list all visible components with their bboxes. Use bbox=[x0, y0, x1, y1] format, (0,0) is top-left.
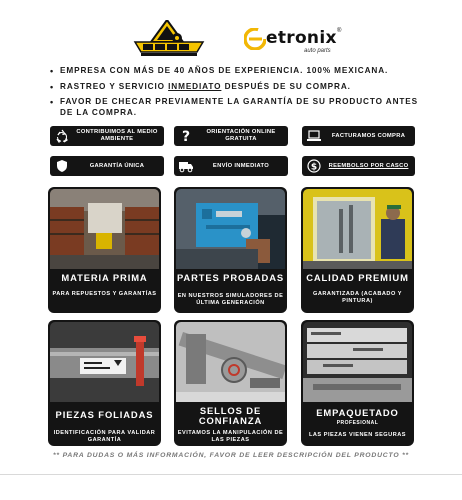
card-subtitle: GARANTIZADA (ACABADO Y PINTURA) bbox=[313, 291, 402, 304]
card-subtitle: IDENTIFICACIÓN PARA VALIDAR GARANTÍA bbox=[53, 430, 156, 443]
etronix-e-icon bbox=[244, 28, 266, 50]
bullet-text-after: DESPUÉS DE SU COMPRA. bbox=[221, 81, 351, 91]
bullet-text-before: RASTREO Y SERVICIO bbox=[60, 81, 169, 91]
etronix-name: etronix bbox=[266, 28, 337, 48]
bullet-dot: • bbox=[50, 66, 55, 76]
svg-text:?: ? bbox=[181, 129, 191, 143]
feature-environment bbox=[50, 126, 164, 146]
feature-label: CONTRIBUIMOS AL MEDIO AMBIENTE bbox=[76, 129, 158, 142]
card-premium-quality bbox=[301, 187, 414, 313]
bullet-experience bbox=[50, 66, 430, 77]
card-subtitle: PARA REPUESTOS Y GARANTÍAS bbox=[52, 291, 157, 297]
feature-invoice bbox=[302, 126, 415, 146]
feature-label: FACTURAMOS COMPRA bbox=[331, 132, 406, 139]
feature-label bbox=[322, 163, 415, 170]
card-title: SELLOS DE CONFIANZA bbox=[198, 405, 263, 426]
svg-text:$: $ bbox=[310, 162, 318, 173]
bullet-text-underlined: INMEDIATO bbox=[168, 81, 222, 91]
sealed-part-photo bbox=[176, 322, 285, 402]
feature-label: ORIENTACIÓN ONLINE GRATUITA bbox=[206, 129, 276, 142]
card-title: MATERIA PRIMA bbox=[61, 272, 148, 283]
feature-label-underlined: REEMBOLSO POR CASCO bbox=[328, 162, 409, 169]
packaged-boxes-photo bbox=[303, 322, 412, 402]
card-tested-parts bbox=[174, 187, 287, 313]
card-numbered-parts bbox=[48, 320, 161, 446]
brand-logos bbox=[0, 18, 462, 62]
bullet-tracking bbox=[50, 82, 430, 93]
card-packaging bbox=[301, 320, 414, 446]
simulator-photo bbox=[176, 189, 285, 269]
bullet-dot: • bbox=[50, 97, 55, 107]
laptop-icon bbox=[306, 128, 322, 144]
footer-note: ** PARA DUDAS O MÁS INFORMACIÓN, FAVOR DE LEER DESCRIPCIÓN DEL PRODUCTO ** bbox=[52, 452, 410, 459]
bullet-warranty bbox=[50, 97, 430, 118]
card-subtitle: EVITAMOS LA MANIPULACIÓN DE LAS PIEZAS bbox=[177, 430, 284, 443]
feature-warranty bbox=[50, 156, 164, 176]
info-bullets bbox=[50, 66, 430, 123]
card-title-small: PROFESIONAL bbox=[336, 420, 379, 426]
feature-refund bbox=[302, 156, 415, 176]
rock-brand-logo-icon bbox=[133, 20, 205, 58]
etronix-tagline: auto parts bbox=[304, 48, 331, 54]
feature-shipping bbox=[174, 156, 288, 176]
feature-orientation bbox=[174, 126, 288, 146]
shield-icon bbox=[54, 158, 70, 174]
bullet-text bbox=[60, 82, 351, 93]
part-label-photo bbox=[50, 322, 159, 402]
paint-booth-photo bbox=[303, 189, 412, 269]
rock-logo bbox=[133, 20, 205, 58]
truck-icon bbox=[178, 158, 194, 174]
recycle-icon bbox=[54, 128, 70, 144]
feature-label: GARANTÍA ÚNICA bbox=[89, 162, 145, 169]
card-title: EMPAQUETADO bbox=[316, 407, 399, 418]
card-title: PARTES PROBADAS bbox=[176, 272, 285, 283]
card-subtitle: LAS PIEZAS VIENEN SEGURAS bbox=[308, 432, 407, 438]
dollar-icon bbox=[306, 158, 322, 174]
card-title: PIEZAS FOLIADAS bbox=[55, 409, 154, 420]
card-subtitle: EN NUESTROS SIMULADORES DE ÚLTIMA GENERACIÓN bbox=[177, 293, 284, 306]
bullet-text: EMPRESA CON MÁS DE 40 AÑOS DE EXPERIENCIA. 100% MEXICANA. bbox=[60, 66, 389, 75]
etronix-registered: ® bbox=[337, 28, 342, 34]
card-title: CALIDAD PREMIUM bbox=[306, 272, 409, 283]
bullet-dot: • bbox=[50, 81, 55, 92]
warehouse-photo bbox=[50, 189, 159, 269]
etronix-logo bbox=[244, 28, 344, 58]
card-trust-seals bbox=[174, 320, 287, 446]
feature-label: ENVÍO INMEDIATO bbox=[212, 162, 270, 169]
card-raw-material bbox=[48, 187, 161, 313]
bullet-text: FAVOR DE CHECAR PREVIAMENTE LA GARANTÍA DE SU PRODUCTO ANTES DE LA COMPRA. bbox=[60, 97, 419, 117]
bottom-divider bbox=[0, 474, 462, 475]
question-icon bbox=[178, 128, 194, 144]
